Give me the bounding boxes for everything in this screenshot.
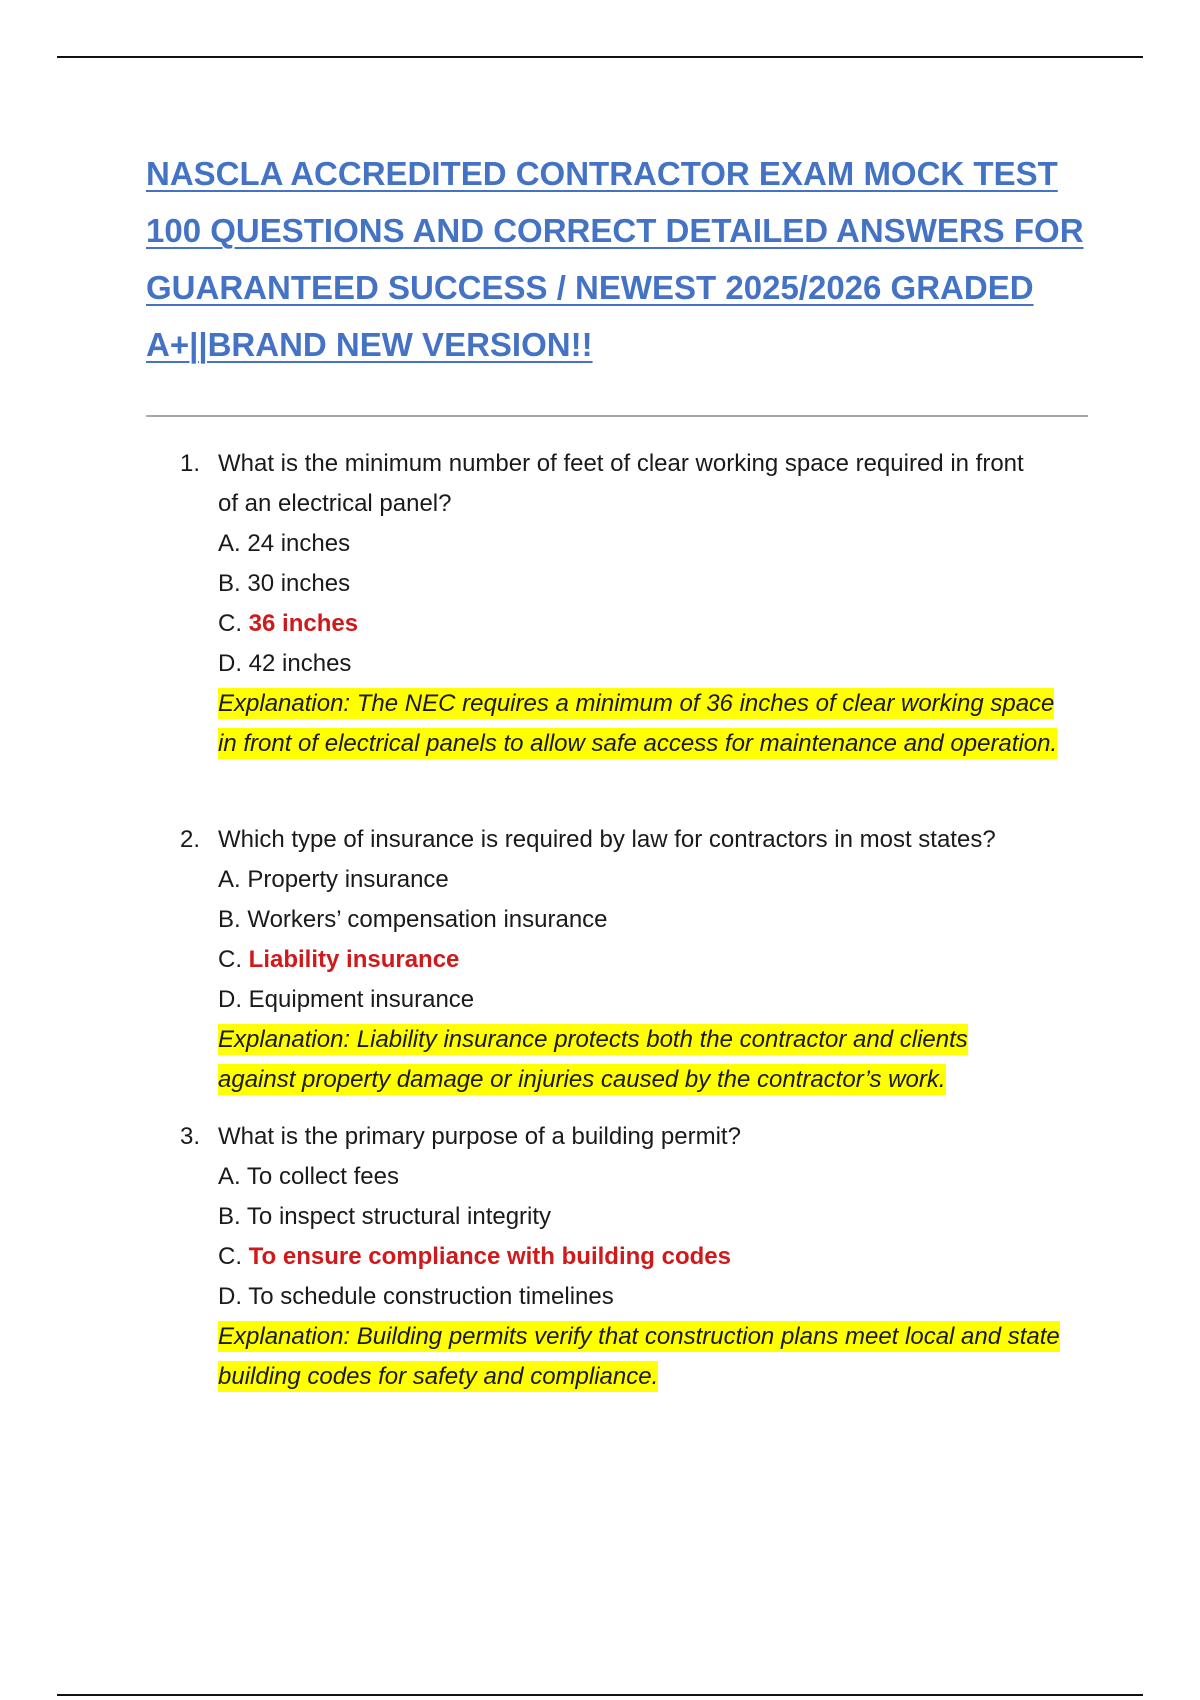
question-body [218, 444, 1078, 764]
answer-option: D. Equipment insurance [218, 986, 475, 1013]
title-line: A+||BRAND NEW VERSION!! [146, 326, 593, 363]
answer-option: B. Workers’ compensation insurance [218, 906, 608, 933]
title-line: 100 QUESTIONS AND CORRECT DETAILED ANSWERS FOR [146, 212, 1084, 249]
explanation: Explanation: The NEC requires a minimum of 36 inches of clear working space in front of electrical panels to allow safe access for maintenance and operation. [218, 690, 1058, 757]
explanation: Explanation: Liability insurance protects both the contractor and clients against property damage or injuries caused by the contractor’s work. [218, 1026, 968, 1093]
answer-option: A. Property insurance [218, 866, 449, 893]
question-text: What is the minimum number of feet of clear working space required in front of an electrical panel? [218, 450, 1024, 517]
answer-option-correct: C. Liability insurance [218, 946, 460, 973]
answer-option-correct: C. To ensure compliance with building codes [218, 1243, 731, 1270]
question-body [218, 1117, 1078, 1397]
question-number: 3. [180, 1123, 201, 1150]
question-body [218, 820, 1078, 1100]
question-text: Which type of insurance is required by law for contractors in most states? [218, 826, 996, 853]
question-number: 1. [180, 450, 201, 477]
section-divider [146, 415, 1088, 417]
title-line: GUARANTEED SUCCESS / NEWEST 2025/2026 GRADED [146, 269, 1034, 306]
answer-option: B. To inspect structural integrity [218, 1203, 552, 1230]
answer-option: A. 24 inches [218, 530, 351, 557]
page-bottom-rule [57, 1694, 1143, 1696]
explanation: Explanation: Building permits verify that construction plans meet local and state building codes for safety and compliance. [218, 1323, 1060, 1390]
document-title [146, 145, 1096, 373]
answer-option-correct: C. 36 inches [218, 610, 359, 637]
page-top-rule [57, 56, 1143, 58]
question-number: 2. [180, 826, 201, 853]
answer-option: B. 30 inches [218, 570, 351, 597]
title-line: NASCLA ACCREDITED CONTRACTOR EXAM MOCK TEST [146, 155, 1058, 192]
correct-answer: 36 inches [248, 610, 359, 637]
answer-option: D. 42 inches [218, 650, 352, 677]
answer-option: D. To schedule construction timelines [218, 1283, 614, 1310]
correct-answer: Liability insurance [248, 946, 460, 973]
question-text: What is the primary purpose of a building permit? [218, 1123, 741, 1150]
correct-answer: To ensure compliance with building codes [248, 1243, 731, 1270]
answer-option: A. To collect fees [218, 1163, 399, 1190]
